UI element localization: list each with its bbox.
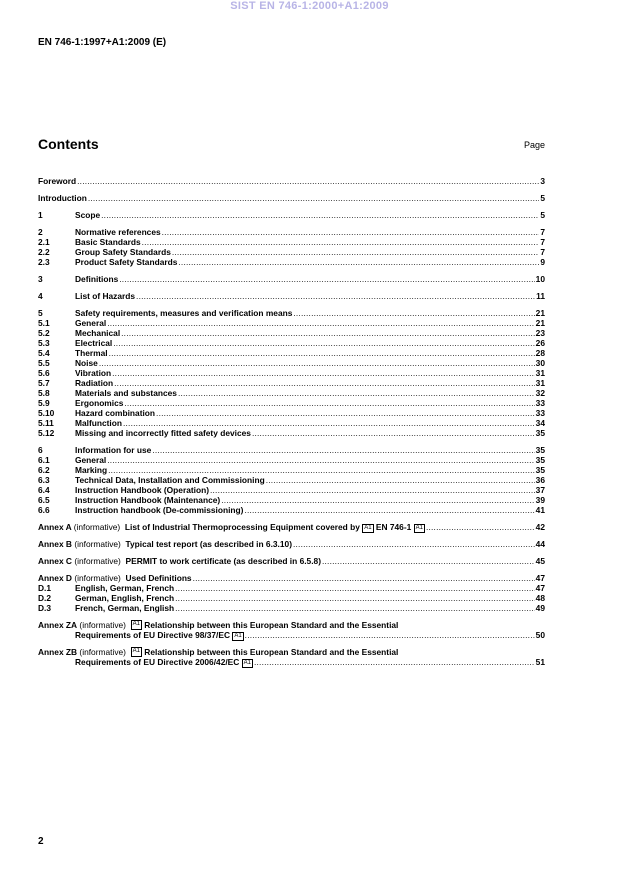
toc-entry-5-12[interactable]: 5.12 Missing and incorrectly fitted safety devices ..... 35 <box>38 428 545 438</box>
toc-entry-d-2[interactable]: D.2 German, English, French ..... 48 <box>38 593 545 603</box>
toc-entry-2-2[interactable]: 2.2 Group Safety Standards ..... 7 <box>38 247 545 257</box>
amendment-start-mark: A1 <box>364 525 372 531</box>
toc-entry-5-11[interactable]: 5.11 Malfunction ..... 34 <box>38 418 545 428</box>
toc-entry-2[interactable]: 2 Normative references ..... 7 <box>38 227 545 237</box>
toc-entry-5-2[interactable]: 5.2 Mechanical ..... 23 <box>38 328 545 338</box>
toc-entry-6-6[interactable]: 6.6 Instruction handbook (De-commissioning) ..... 41 <box>38 505 545 515</box>
toc-entry-d-3[interactable]: D.3 French, German, English ..... 49 <box>38 603 545 613</box>
toc-entry-4[interactable]: 4 List of Hazards ..... 11 <box>38 291 545 301</box>
amendment-end-mark: A1 <box>234 633 242 639</box>
toc-annex-b[interactable]: Annex B (informative) Typical test report (as described in 6.3.10) ..... 44 <box>38 539 545 549</box>
amendment-start-mark: A1 <box>131 647 142 657</box>
toc-entry-6[interactable]: 6 Information for use ..... 35 <box>38 445 545 455</box>
toc-entry-5-8[interactable]: 5.8 Materials and substances ..... 32 <box>38 388 545 398</box>
toc-entry-5-6[interactable]: 5.6 Vibration ..... 31 <box>38 368 545 378</box>
toc-entry-1[interactable]: 1 Scope ..... 5 <box>38 210 545 220</box>
toc-entry-5-3[interactable]: 5.3 Electrical ..... 26 <box>38 338 545 348</box>
toc-annex-za[interactable]: Annex ZA (informative) A1 Relationship between this European Standard and the Essential Requirements of EU Directive 98/37/EC A1 ..... 50 <box>38 620 545 640</box>
toc-entry-5-5[interactable]: 5.5 Noise ..... 30 <box>38 358 545 368</box>
toc-entry-6-4[interactable]: 6.4 Instruction Handbook (Operation) ..... 37 <box>38 485 545 495</box>
toc-entry-5-7[interactable]: 5.7 Radiation ..... 31 <box>38 378 545 388</box>
toc-entry-6-2[interactable]: 6.2 Marking ..... 35 <box>38 465 545 475</box>
toc-entry-6-1[interactable]: 6.1 General ..... 35 <box>38 455 545 465</box>
page-column-label: Page <box>523 140 545 150</box>
toc-annex-d[interactable]: Annex D (informative) Used Definitions ..... 47 <box>38 573 545 583</box>
page-number: 2 <box>38 836 44 847</box>
toc-entry-5-9[interactable]: 5.9 Ergonomics ..... 33 <box>38 398 545 408</box>
amendment-end-mark: A1 <box>243 660 251 666</box>
toc-entry-5-10[interactable]: 5.10 Hazard combination ..... 33 <box>38 408 545 418</box>
watermark: SIST EN 746-1:2000+A1:2009 <box>230 0 389 12</box>
amendment-end-mark: A1 <box>415 525 423 531</box>
toc-entry-foreword[interactable]: Foreword ..... 3 <box>38 176 545 186</box>
toc-entry-2-1[interactable]: 2.1 Basic Standards ..... 7 <box>38 237 545 247</box>
document-id: EN 746-1:1997+A1:2009 (E) <box>38 37 167 48</box>
toc-entry-5[interactable]: 5 Safety requirements, measures and verification means ..... 21 <box>38 308 545 318</box>
toc-entry-5-1[interactable]: 5.1 General ..... 21 <box>38 318 545 328</box>
toc-entry-2-3[interactable]: 2.3 Product Safety Standards ..... 9 <box>38 257 545 267</box>
toc-annex-zb[interactable]: Annex ZB (informative) A1 Relationship between this European Standard and the Essential Requirements of EU Directive 2006/42/EC A1 ..... 51 <box>38 647 545 667</box>
amendment-start-mark: A1 <box>131 620 142 630</box>
toc-entry-introduction[interactable]: Introduction ..... 5 <box>38 193 545 203</box>
contents-title: Contents <box>38 136 99 152</box>
toc-annex-c[interactable]: Annex C (informative) PERMIT to work certificate (as described in 6.5.8) ..... 45 <box>38 556 545 566</box>
toc-annex-a[interactable]: Annex A (informative) List of Industrial Thermoprocessing Equipment covered by A1 EN 746-1 A1 ..... 42 <box>38 522 545 532</box>
toc-entry-5-4[interactable]: 5.4 Thermal ..... 28 <box>38 348 545 358</box>
table-of-contents <box>38 176 545 667</box>
toc-entry-6-5[interactable]: 6.5 Instruction Handbook (Maintenance) ..... 39 <box>38 495 545 505</box>
toc-entry-6-3[interactable]: 6.3 Technical Data, Installation and Commissioning ..... 36 <box>38 475 545 485</box>
toc-entry-d-1[interactable]: D.1 English, German, French ..... 47 <box>38 583 545 593</box>
toc-entry-3[interactable]: 3 Definitions ..... 10 <box>38 274 545 284</box>
